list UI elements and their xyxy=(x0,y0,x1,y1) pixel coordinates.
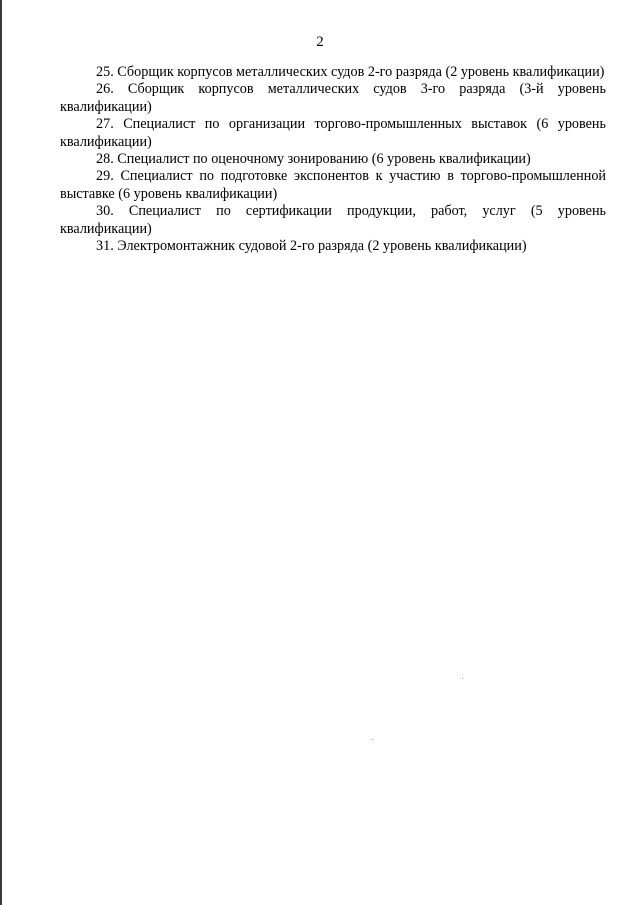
profession-list xyxy=(60,64,606,255)
list-item xyxy=(60,151,606,168)
scan-speck xyxy=(462,678,463,679)
item-text: Специалист по сертификации продукции, работ, услуг (5 уровень квалификации) xyxy=(60,203,607,237)
item-text: Специалист по организации торгово-промышленных выставок (6 уровень квалификации) xyxy=(60,116,606,150)
item-number: 29. xyxy=(96,168,114,185)
item-text: Сборщик корпусов металлических судов 3-го разряда (3-й уровень квалификации) xyxy=(60,81,606,115)
list-item xyxy=(60,168,606,203)
item-text: Специалист по подготовке экспонентов к участию в торгово-промышленной выставке (6 уровень квалификации) xyxy=(60,168,606,202)
list-item xyxy=(60,116,606,151)
item-text: Электромонтажник судовой 2-го разряда (2 уровень квалификации) xyxy=(117,238,527,255)
item-number: 26. xyxy=(96,81,114,98)
item-number: 28. xyxy=(96,151,114,168)
list-item xyxy=(60,81,606,116)
page-number: 2 xyxy=(316,34,324,50)
scan-speck xyxy=(372,739,373,740)
item-text: Сборщик корпусов металлических судов 2-го разряда (2 уровень квалификации) xyxy=(117,64,605,80)
list-item xyxy=(60,203,606,238)
item-number: 31. xyxy=(96,238,114,255)
item-number: 27. xyxy=(96,116,114,133)
scan-edge xyxy=(0,0,2,905)
list-item xyxy=(60,238,606,255)
item-number: 30. xyxy=(96,203,114,220)
item-text: Специалист по оценочному зонированию (6 уровень квалификации) xyxy=(117,151,531,168)
item-number: 25. xyxy=(96,64,114,80)
list-item xyxy=(60,64,606,81)
